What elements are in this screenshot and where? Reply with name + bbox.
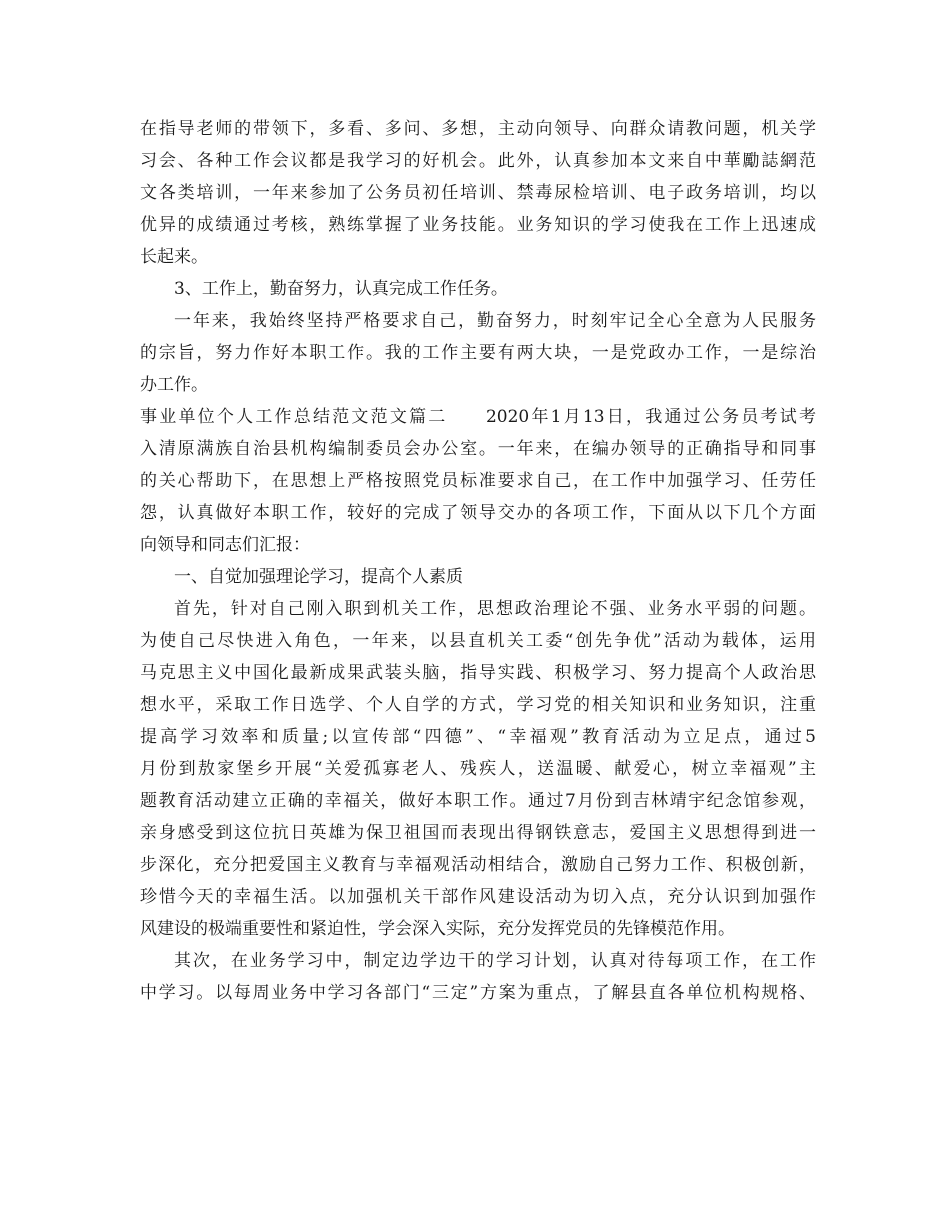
paragraph-line: 文各类培训，一年来参加了公务员初任培训、禁毒尿检培训、电子政务培训，均以 bbox=[140, 183, 816, 203]
paragraph-line: 步深化，充分把爱国主义教育与幸福观活动相结合，激励自己努力工作、积极创新， bbox=[140, 855, 816, 875]
paragraph-line: 其次，在业务学习中，制定边学边干的学习计划，认真对待每项工作，在工作 bbox=[174, 951, 816, 971]
paragraph-line: 首先，针对自己刚入职到机关工作，思想政治理论不强、业务水平弱的问题。 bbox=[174, 599, 816, 619]
paragraph-line: 长起来。 bbox=[140, 247, 208, 267]
paragraph-line: 的关心帮助下，在思想上严格按照党员标准要求自己，在工作中加强学习、任劳任 bbox=[140, 471, 816, 491]
paragraph-line: 题教育活动建立正确的幸福关，做好本职工作。通过7月份到吉林靖宇纪念馆参观， bbox=[140, 791, 816, 811]
paragraph-line: 月份到敖家堡乡开展“关爱孤寡老人、残疾人，送温暖、献爱心，树立幸福观”主 bbox=[140, 759, 816, 779]
paragraph-line: 习会、各种工作会议都是我学习的好机会。此外，认真参加本文来自中華勵誌網范 bbox=[140, 151, 816, 171]
paragraph-line: 想水平，采取工作日选学、个人自学的方式，学习党的相关知识和业务知识，注重 bbox=[140, 695, 816, 715]
paragraph-line: 为使自己尽快进入角色，一年来，以县直机关工委“创先争优”活动为载体，运用 bbox=[140, 631, 816, 651]
paragraph-line: 向领导和同志们汇报： bbox=[140, 535, 310, 555]
paragraph-line: 亲身感受到这位抗日英雄为保卫祖国而表现出得钢铁意志，爱国主义思想得到进一 bbox=[140, 823, 816, 843]
paragraph-line: 在指导老师的带领下，多看、多问、多想，主动向领导、向群众请教问题，机关学 bbox=[140, 119, 816, 139]
document-body bbox=[140, 113, 816, 1009]
paragraph-line: 提高学习效率和质量;以宣传部“四德”、“幸福观”教育活动为立足点，通过5 bbox=[140, 727, 816, 747]
section-heading: 一、自觉加强理论学习，提高个人素质 bbox=[174, 567, 463, 587]
paragraph-line: 办工作。 bbox=[140, 375, 208, 395]
paragraph-line: 怨，认真做好本职工作，较好的完成了领导交办的各项工作，下面从以下几个方面 bbox=[140, 503, 816, 523]
paragraph-line: 一年来，我始终坚持严格要求自己，勤奋努力，时刻牢记全心全意为人民服务 bbox=[174, 311, 816, 331]
paragraph-line: 优异的成绩通过考核，熟练掌握了业务技能。业务知识的学习使我在工作上迅速成 bbox=[140, 215, 816, 235]
paragraph-line: 中学习。以每周业务中学习各部门“三定”方案为重点，了解县直各单位机构规格、 bbox=[140, 983, 816, 1003]
paragraph-line: 珍惜今天的幸福生活。以加强机关干部作风建设活动为切入点，充分认识到加强作 bbox=[140, 887, 816, 907]
paragraph-line: 事业单位个人工作总结范文范文篇二 2020年1月13日，我通过公务员考试考 bbox=[140, 407, 816, 427]
paragraph-line: 马克思主义中国化最新成果武装头脑，指导实践、积极学习、努力提高个人政治思 bbox=[140, 663, 816, 683]
paragraph-line: 风建设的极端重要性和紧迫性，学会深入实际，充分发挥党员的先锋模范作用。 bbox=[140, 919, 735, 939]
section-heading: 3、工作上，勤奋努力，认真完成工作任务。 bbox=[174, 279, 508, 299]
paragraph-line: 入清原满族自治县机构编制委员会办公室。一年来，在编办领导的正确指导和同事 bbox=[140, 439, 816, 459]
paragraph-line: 的宗旨，努力作好本职工作。我的工作主要有两大块，一是党政办工作，一是综治 bbox=[140, 343, 816, 363]
